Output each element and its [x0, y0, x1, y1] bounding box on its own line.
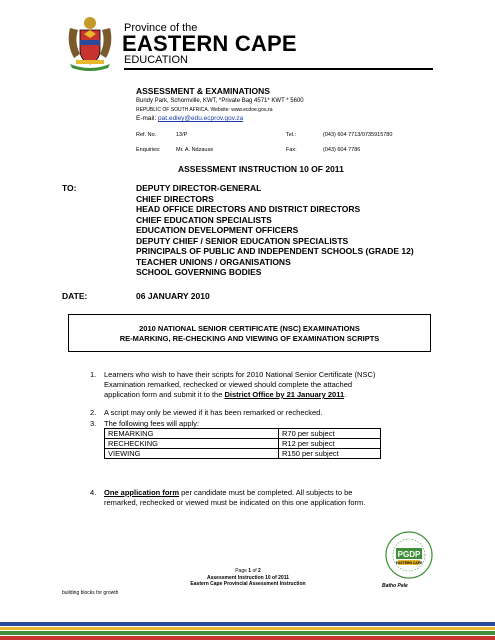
paragraph-number: 4.	[90, 488, 97, 497]
subject-line-2: RE-MARKING, RE-CHECKING AND VIEWING OF EXAMINATION SCRIPTS	[119, 334, 380, 343]
page-total: 2	[258, 568, 261, 574]
ref-label: Ref. No.	[136, 132, 157, 138]
paragraph-line: remarked, rechecked or viewed must be indicated on this one application form.	[104, 498, 366, 507]
fee-amount: R150 per subject	[279, 449, 381, 459]
fee-service: VIEWING	[105, 449, 279, 459]
enquiries-value: Mr. A. Ndzause	[176, 147, 214, 153]
recipient-item: DEPUTY DIRECTOR-GENERAL	[136, 183, 262, 193]
deadline-text: District Office by 21 January 2011	[224, 390, 345, 399]
coat-of-arms-icon	[62, 14, 118, 72]
email-row	[136, 115, 243, 122]
paragraph-text: application form and submit it to the	[104, 390, 225, 399]
province-label: Province of the	[124, 22, 198, 34]
seal-text: PGDP	[397, 550, 421, 559]
tel-label: Tel.:	[286, 132, 297, 138]
subject-box	[68, 314, 431, 352]
recipient-list	[136, 183, 414, 278]
paragraph-number: 3.	[90, 419, 97, 428]
fee-amount: R70 per subject	[279, 429, 381, 439]
recipient-item: SCHOOL GOVERNING BODIES	[136, 267, 262, 277]
page-mid: of	[251, 568, 259, 574]
office-country-website: REPUBLIC OF SOUTH AFRICA. Website: www.ecdoe.gov.za	[136, 107, 273, 113]
date-value: 06 JANUARY 2010	[136, 291, 210, 301]
footer-line-3: Eastern Cape Provincial Assessment Instruction	[190, 581, 306, 587]
fee-service: REMARKING	[105, 429, 279, 439]
fax-label: Fax:	[286, 147, 297, 153]
paragraph-1	[90, 370, 376, 400]
paragraph-line	[104, 488, 365, 498]
recipient-item: HEAD OFFICE DIRECTORS AND DISTRICT DIRECTORS	[136, 204, 361, 214]
table-row	[105, 429, 381, 439]
motto: Batho Pele	[382, 583, 408, 589]
fax-value: (043) 604 7786	[323, 147, 361, 153]
subject-line-1: 2010 NATIONAL SENIOR CERTIFICATE (NSC) EXAMINATIONS	[139, 324, 360, 333]
recipient-item: DEPUTY CHIEF / SENIOR EDUCATION SPECIALISTS	[136, 235, 349, 246]
recipient-item: CHIEF DIRECTORS	[136, 193, 214, 204]
table-row	[105, 449, 381, 459]
paragraph-line: A script may only be viewed if it has been remarked or rechecked.	[104, 408, 323, 417]
office-address: Bundy Park, Schornville, KWT, *Private Bag 4571* KWT * 5600	[136, 98, 304, 104]
date-label: DATE:	[62, 291, 88, 301]
instruction-title: ASSESSMENT INSTRUCTION 10 OF 2011	[178, 164, 344, 174]
recipient-item: TEACHER UNIONS / ORGANISATIONS	[136, 256, 291, 267]
recipient-item: CHIEF EDUCATION SPECIALISTS	[136, 214, 272, 225]
to-label: TO:	[62, 183, 77, 193]
stripe-gold	[0, 627, 495, 630]
paragraph-line: The following fees will apply:	[104, 419, 200, 428]
paragraph-4	[90, 488, 366, 508]
footer-line-2: Assessment Instruction 10 of 2011	[207, 574, 289, 581]
paragraph-line: Examination remarked, rechecked or viewed should complete the attached	[104, 380, 353, 389]
fee-service: RECHECKING	[105, 439, 279, 449]
paragraph-number: 2.	[90, 408, 97, 417]
page-prefix: Page	[235, 568, 249, 574]
tagline: building blocks for growth	[62, 590, 119, 596]
fee-amount: R12 per subject	[279, 439, 381, 449]
emphasis-text: One application form	[104, 488, 180, 497]
ref-value: 13/P	[176, 132, 188, 138]
email-link[interactable]: pat.edley@edu.ecprov.gov.za	[158, 115, 244, 122]
paragraph-2	[90, 408, 323, 418]
office-title: ASSESSMENT & EXAMINATIONS	[136, 86, 270, 96]
paragraph-line: Learners who wish to have their scripts for 2010 National Senior Certificate (NSC)	[104, 370, 376, 379]
paragraph-text: per candidate must be completed. All subjects to be	[179, 488, 353, 497]
paragraph-text: .	[344, 390, 347, 399]
paragraph-line	[104, 390, 375, 400]
pgdp-seal-icon	[384, 530, 434, 580]
stripe-green	[0, 631, 495, 635]
recipient-item: EDUCATION DEVELOPMENT OFFICERS	[136, 225, 299, 235]
email-label: E-mail:	[136, 115, 157, 122]
enquiries-label: Enquiries:	[136, 147, 161, 153]
header-divider	[124, 68, 433, 70]
page-current: 1	[248, 568, 252, 574]
fees-table	[104, 428, 381, 459]
table-row	[105, 439, 381, 449]
stripe-red	[0, 636, 495, 640]
paragraph-number: 1.	[90, 370, 97, 379]
seal-subtext: EASTERN CAPE	[395, 561, 423, 565]
recipient-item: PRINCIPALS OF PUBLIC AND INDEPENDENT SCHOOLS (GRADE 12)	[136, 246, 414, 256]
footer-stripes	[0, 620, 495, 640]
stripe-blue	[0, 622, 495, 626]
page-footer	[168, 568, 328, 588]
tel-value: (043) 604 7713/0735915780	[323, 132, 393, 138]
department-name: EDUCATION	[124, 54, 188, 66]
province-name: EASTERN CAPE	[122, 31, 297, 56]
